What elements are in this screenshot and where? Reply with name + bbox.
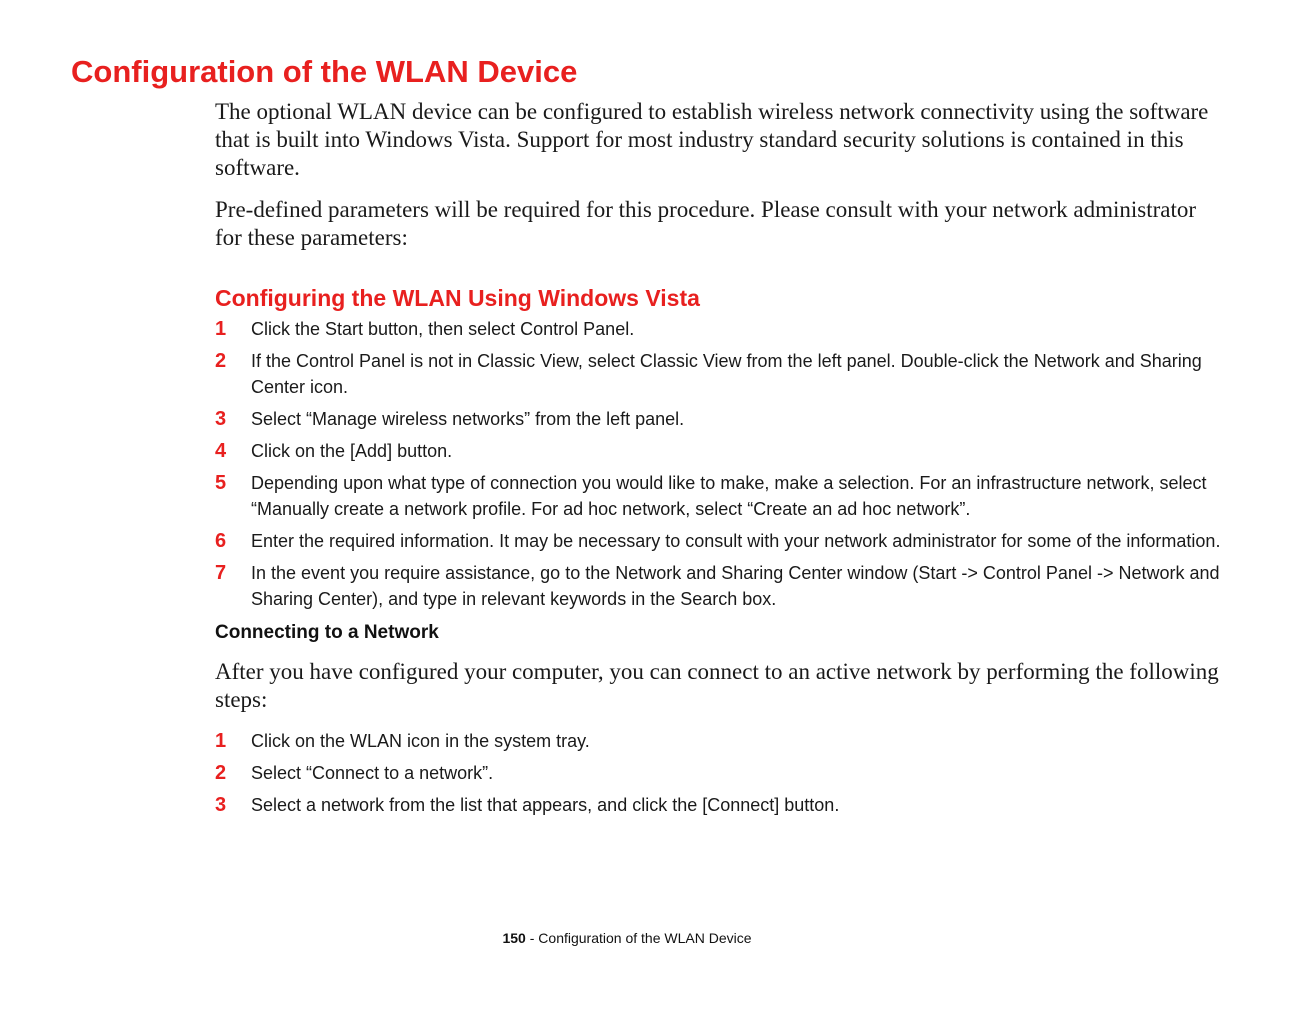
section-heading-connecting: Connecting to a Network — [215, 622, 439, 643]
step-number: 3 — [215, 408, 227, 430]
step-text: Select “Connect to a network”. — [251, 763, 494, 783]
step-item — [215, 760, 1225, 786]
step-text: Select “Manage wireless networks” from the left panel. — [251, 409, 685, 429]
step-number: 5 — [215, 472, 227, 494]
step-item — [215, 406, 1225, 432]
step-item — [215, 560, 1225, 612]
step-text: If the Control Panel is not in Classic View, select Classic View from the left panel. Double-click the Network and Sharing Center icon. — [251, 351, 1202, 397]
step-text: In the event you require assistance, go to the Network and Sharing Center window (Start -> Control Panel -> Network and Sharing Center), and type in relevant keywords in the Search box. — [251, 563, 1220, 609]
page-number: 150 — [502, 930, 526, 946]
step-item — [215, 316, 1225, 342]
intro-paragraph: The optional WLAN device can be configured to establish wireless network connectivity using the software that is built into Windows Vista. Support for most industry standard security solutions is contained in this software. — [215, 99, 1209, 180]
page-title: Configuration of the WLAN Device — [71, 54, 578, 89]
step-item — [215, 470, 1225, 522]
step-text: Click the Start button, then select Control Panel. — [251, 319, 635, 339]
step-number: 6 — [215, 530, 227, 552]
intro-paragraph: Pre-defined parameters will be required for this procedure. Please consult with your network administrator for these parameters: — [215, 197, 1197, 250]
step-number: 1 — [215, 730, 227, 752]
document-body — [215, 98, 1225, 824]
step-item — [215, 438, 1225, 464]
footer-text: Configuration of the WLAN Device — [538, 930, 752, 946]
step-item — [215, 792, 1225, 818]
step-number: 3 — [215, 794, 227, 816]
step-item — [215, 348, 1225, 400]
step-number: 2 — [215, 350, 227, 372]
connecting-intro-paragraph: After you have configured your computer, you can connect to an active network by performing the following steps: — [215, 659, 1219, 712]
step-number: 7 — [215, 562, 227, 584]
step-text: Select a network from the list that appears, and click the [Connect] button. — [251, 795, 840, 815]
step-text: Depending upon what type of connection you would like to make, make a selection. For an infrastructure network, select “Manually create a network profile. For ad hoc network, select “Create an ad hoc network”. — [251, 473, 1207, 519]
page-footer — [0, 928, 1254, 948]
section-heading-configuring-wlan: Configuring the WLAN Using Windows Vista — [215, 285, 700, 311]
connecting-steps-list — [215, 728, 1225, 818]
step-item — [215, 728, 1225, 754]
step-number: 4 — [215, 440, 227, 462]
step-text: Enter the required information. It may be necessary to consult with your network administrator for some of the information. — [251, 531, 1221, 551]
configuring-steps-list — [215, 316, 1225, 612]
footer-separator: - — [525, 930, 539, 946]
step-text: Click on the [Add] button. — [251, 441, 453, 461]
step-text: Click on the WLAN icon in the system tray. — [251, 731, 590, 751]
step-item — [215, 528, 1225, 554]
step-number: 1 — [215, 318, 227, 340]
step-number: 2 — [215, 762, 227, 784]
